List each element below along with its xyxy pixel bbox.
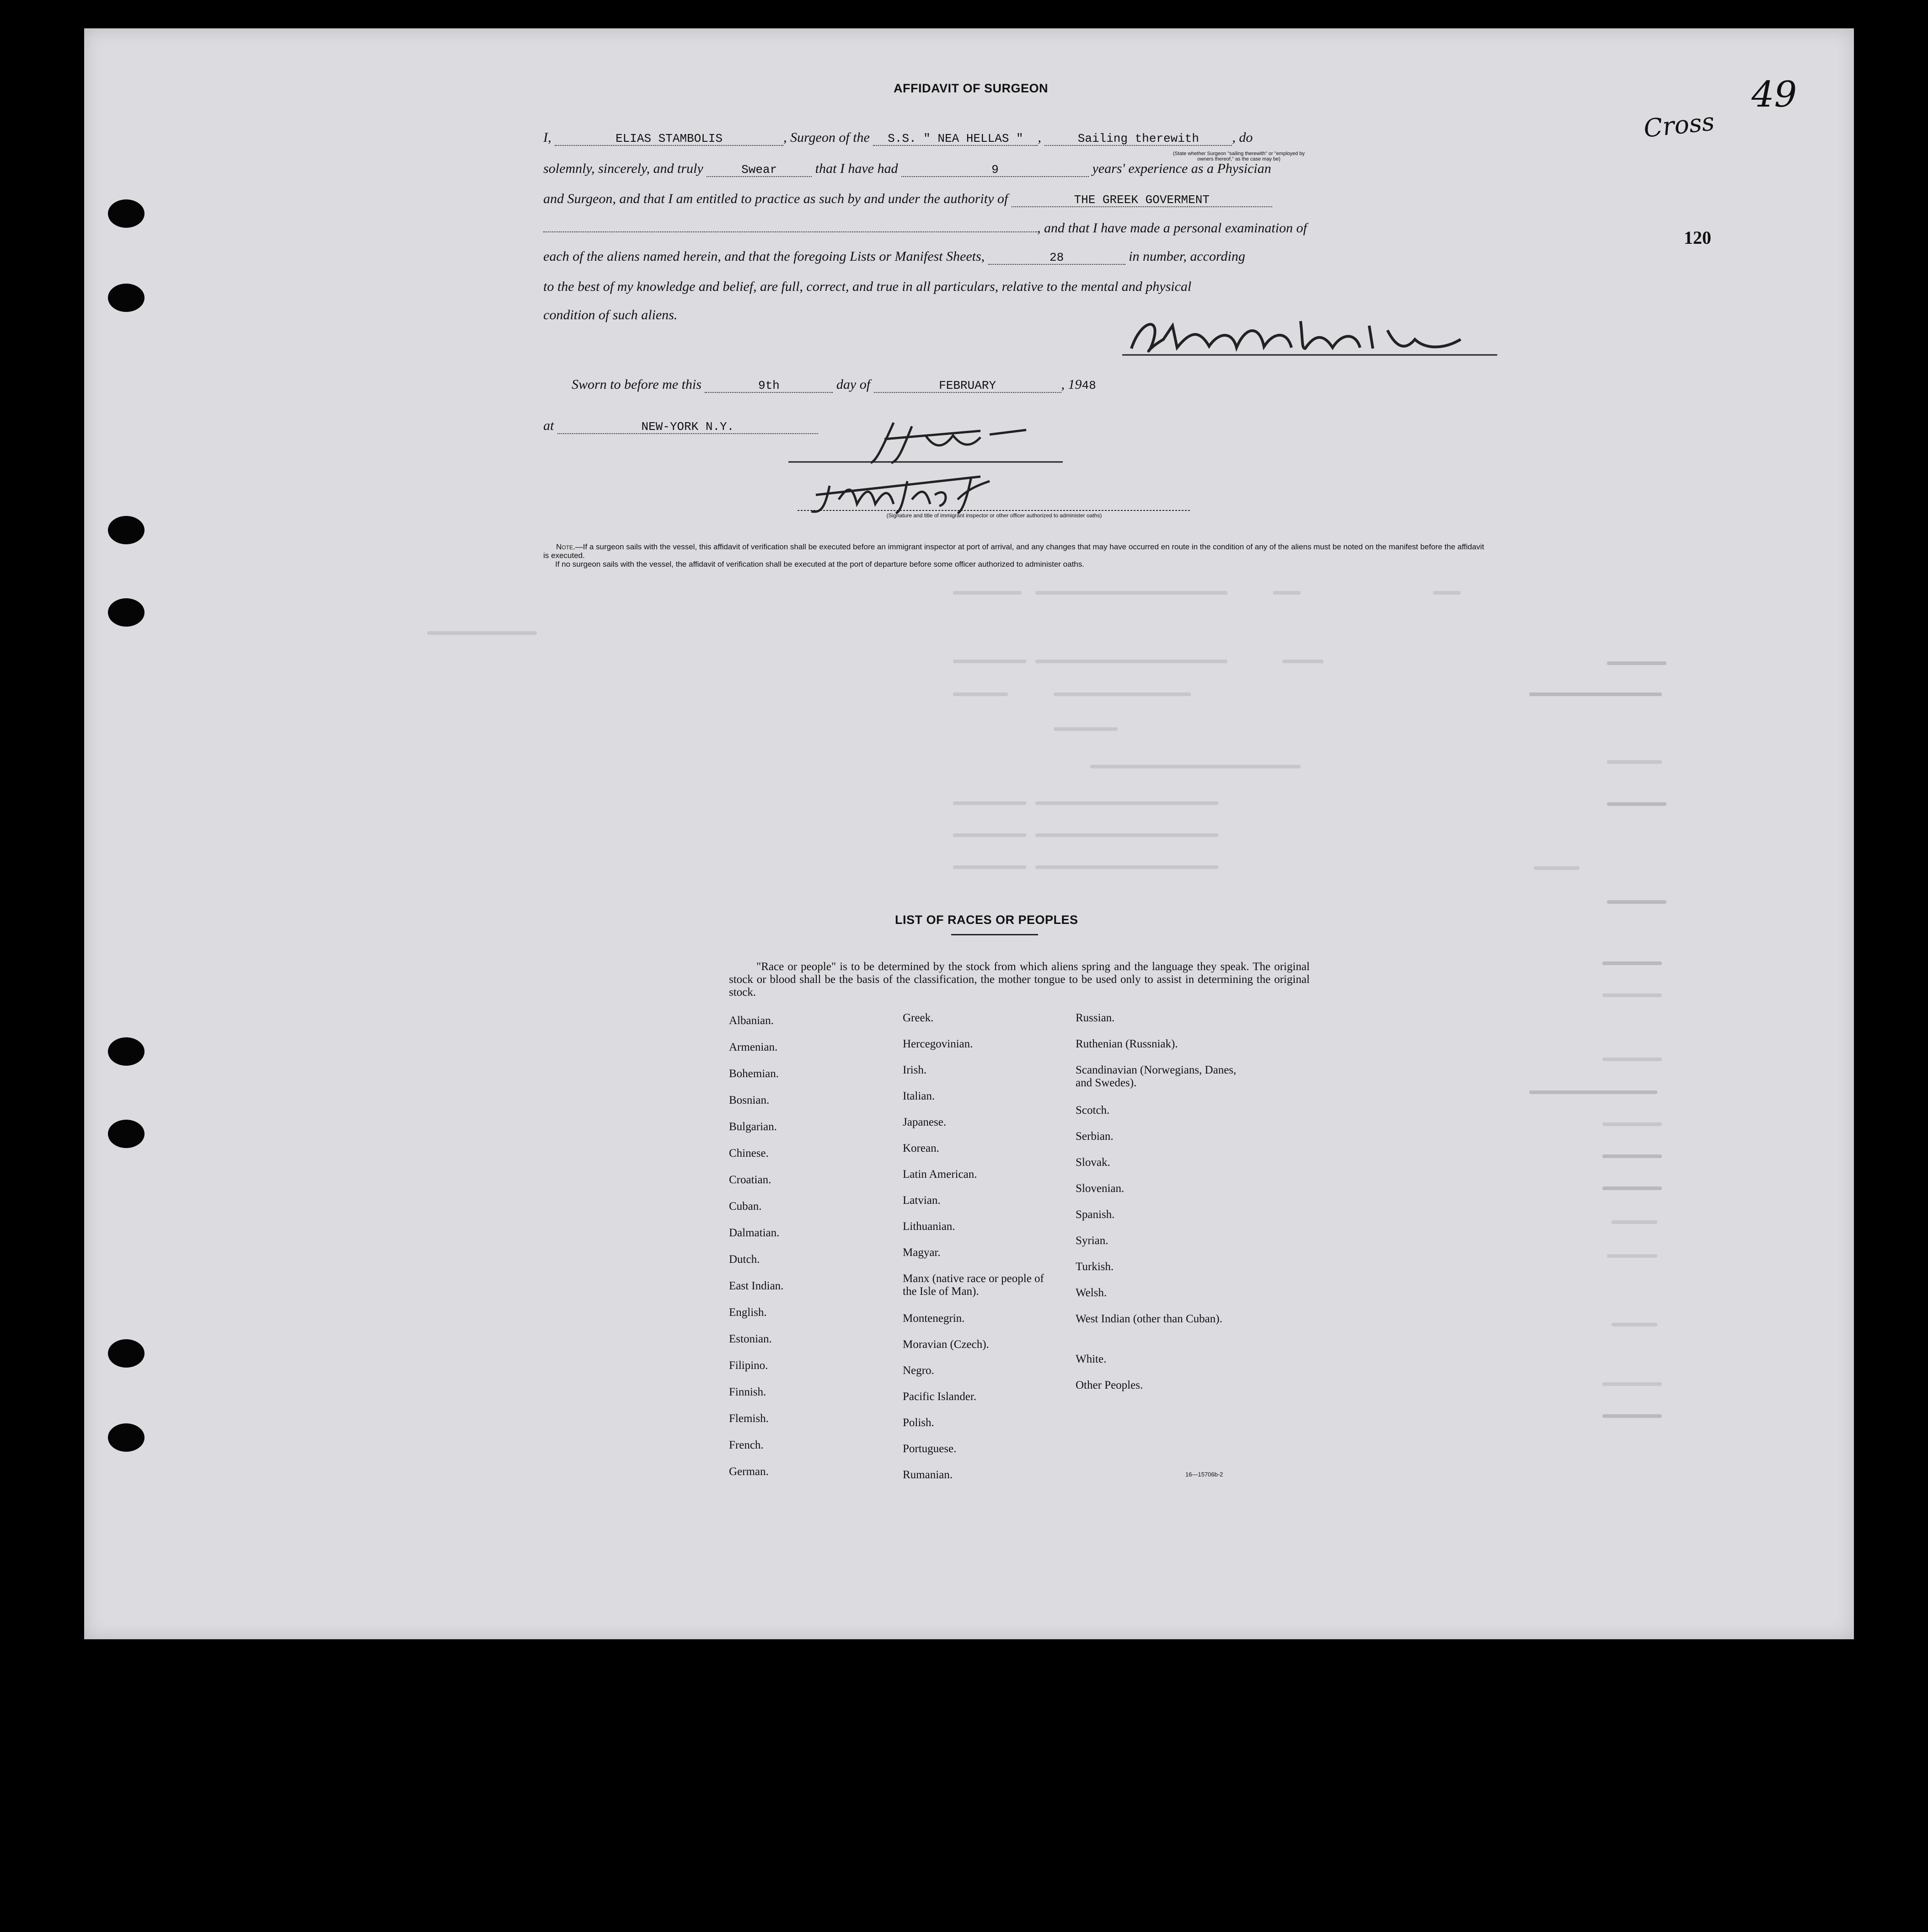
race-item: Croatian. [729,1174,771,1186]
entitled-text: and Surgeon, and that I am entitled to practice as such by and under the authority of [543,191,1008,206]
race-item: Scandinavian (Norwegians, Danes, and Swedes). [1076,1064,1237,1089]
binder-hole [108,516,145,544]
surgeon-name-field: ELIAS STAMBOLIS [555,132,783,146]
note-text-2: If no surgeon sails with the vessel, the affidavit of verification shall be executed at the port of departure before some officer authorized to administer oaths. [555,560,1084,569]
race-item: Hercegovinian. [903,1038,973,1050]
authority-field: THE GREEK GOVERMENT [1012,193,1272,207]
comma-text: , [1232,130,1236,145]
race-item: Bohemian. [729,1068,779,1080]
handwritten-page-number: 49 [1751,74,1797,115]
sworn-text: Sworn to before me this [572,377,702,392]
race-item: English. [729,1306,767,1319]
race-item: Turkish. [1076,1261,1114,1273]
race-item: Dutch. [729,1253,760,1266]
binder-hole [108,199,145,228]
race-item: Manx (native race or people of the Isle of Man). [903,1272,1044,1298]
race-item: Finnish. [729,1386,766,1398]
inspector-signature-caption: (Signature and title of immigrant inspector or other officer authorized to administer oaths) [886,512,1102,519]
binder-hole [108,1120,145,1148]
race-item: Japanese. [903,1116,947,1128]
race-item: Moravian (Czech). [903,1338,989,1351]
race-item: Slovak. [1076,1156,1110,1169]
race-item: Latin American. [903,1168,977,1181]
note-label: Note. [556,542,575,551]
binder-hole [108,598,145,627]
affidavit-line-3 [543,191,1272,207]
inspector-signature [788,417,1136,467]
races-column-3 [1076,1012,1259,1405]
in-number-text: in number, according [1129,249,1245,264]
inspector-title-signature [798,467,1209,518]
race-item: Irish. [903,1064,927,1076]
stamped-page-number: 120 [1684,227,1711,248]
sworn-month-field: FEBRUARY [874,379,1061,393]
vessel-name-field: S.S. " NEA HELLAS " [873,132,1038,146]
race-item: Filipino. [729,1359,768,1372]
race-item: Estonian. [729,1333,772,1345]
race-item: Dalmatian. [729,1227,780,1239]
race-item: Syrian. [1076,1234,1109,1247]
sworn-day-field: 9th [705,379,833,393]
race-item: Latvian. [903,1194,941,1207]
personal-exam-text: , and that I have made a personal examination of [1037,220,1307,236]
sailing-field-caption: (State whether Surgeon "sailing therewith" or "employed by owners thereof," as the case may be) [1173,151,1305,162]
race-item: Flemish. [729,1412,769,1425]
race-item: Chinese. [729,1147,769,1159]
race-item: Montenegrin. [903,1312,965,1325]
years-experience-text: years' experience as a Physician [1092,161,1271,176]
authority-continuation-field [543,231,1037,232]
solemnly-text: solemnly, sincerely, and truly [543,161,703,176]
race-item: Albanian. [729,1014,774,1027]
race-item: West Indian (other than Cuban). [1076,1313,1222,1325]
intro-text: I, [543,130,552,145]
races-intro: "Race or people" is to be determined by the stock from which aliens spring and the language they speak. The original stock or blood shall be the basis of the classification, the mother tongue to be used only to assist in determining the original stock. [729,961,1310,998]
affidavit-line-4 [543,220,1307,236]
note-paragraph [543,542,1490,560]
races-title: LIST OF RACES OR PEOPLES [895,913,1078,927]
sworn-place-line [543,418,818,434]
sworn-line [572,377,1096,393]
race-item: French. [729,1439,764,1451]
handwritten-corner-note: Cross [1642,107,1716,143]
race-item: Pacific Islander. [903,1390,977,1403]
race-item: Ruthenian (Russniak). [1076,1038,1178,1050]
race-item: Korean. [903,1142,939,1154]
form-number: 16—15706b-2 [1185,1471,1223,1478]
affidavit-line-6: to the best of my knowledge and belief, are full, correct, and true in all particulars, relative to the mental and physical [543,279,1192,294]
race-item: German. [729,1465,769,1478]
race-item: Lithuanian. [903,1220,955,1233]
binder-hole [108,1423,145,1452]
year-prefix-text: , 19 [1061,377,1082,392]
races-column-1 [729,1014,894,1492]
binder-hole [108,1339,145,1368]
race-item: Welsh. [1076,1287,1107,1299]
race-item: Greek. [903,1012,934,1024]
race-item: Italian. [903,1090,935,1102]
affidavit-line-5 [543,249,1245,265]
sworn-place-field: NEW-YORK N.Y. [557,420,818,434]
race-item: Armenian. [729,1041,778,1053]
race-item: Russian. [1076,1012,1115,1024]
race-item: Portuguese. [903,1443,957,1455]
affidavit-line-1 [543,130,1253,146]
note-text: —If a surgeon sails with the vessel, this affidavit of verification shall be executed before an immigrant inspector at port of arrival, and any changes that may have occurred en route in the condition of any of the aliens must be noted on the manifest before the affidavit is executed. [543,542,1484,560]
race-item: Bosnian. [729,1094,770,1106]
race-item: Other Peoples. [1076,1379,1143,1391]
race-item: Magyar. [903,1246,941,1259]
surgeon-signature [1122,312,1497,362]
affidavit-line-7: condition of such aliens. [543,307,678,322]
race-item: Polish. [903,1417,934,1429]
manifest-sheets-field: 28 [988,251,1125,265]
race-item: Cuban. [729,1200,762,1213]
surgeon-of-text: , Surgeon of the [783,130,870,145]
races-title-rule [951,934,1038,935]
comma-text: , [1038,130,1041,145]
binder-hole [108,1037,145,1066]
affidavit-title: AFFIDAVIT OF SURGEON [894,81,1048,95]
document-sheet [84,28,1854,1639]
races-column-2 [903,1012,1067,1495]
race-item: Serbian. [1076,1130,1114,1143]
race-item: Rumanian. [903,1469,953,1481]
race-item: Slovenian. [1076,1182,1125,1195]
day-of-text: day of [836,377,871,392]
aliens-text: each of the aliens named herein, and that the foregoing Lists or Manifest Sheets, [543,249,985,264]
at-text: at [543,418,554,433]
oath-field: Swear [707,163,812,177]
race-item: East Indian. [729,1280,784,1292]
race-item: White. [1076,1353,1107,1365]
affidavit-line-2 [543,161,1271,177]
race-item: Bulgarian. [729,1121,777,1133]
have-had-text: that I have had [815,161,898,176]
years-field: 9 [901,163,1089,177]
sworn-year-field: 48 [1082,379,1096,392]
race-item: Negro. [903,1364,934,1377]
do-text: do [1239,130,1253,145]
sailing-status-field: Sailing therewith [1044,132,1232,146]
race-item: Spanish. [1076,1208,1115,1221]
race-item: Scotch. [1076,1104,1110,1116]
binder-hole [108,284,145,312]
